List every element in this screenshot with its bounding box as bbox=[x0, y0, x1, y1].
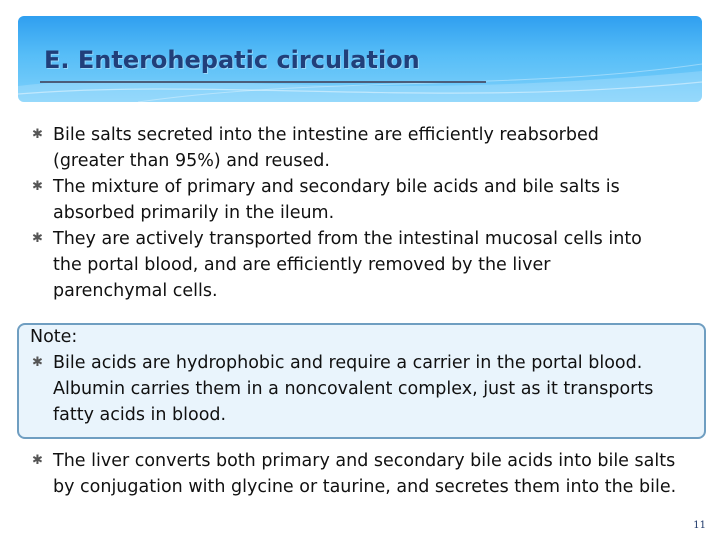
note-bullet-list bbox=[30, 350, 670, 428]
title-banner bbox=[18, 16, 702, 102]
bullet-text: Bile acids are hydrophobic and require a carrier in the portal blood. Albumin carries them in a noncovalent complex, just as it transports fatty acids in blood. bbox=[53, 353, 654, 425]
bullet-text: The liver converts both primary and secondary bile acids into bile salts by conjugation with glycine or taurine, and secretes them into the bile. bbox=[53, 451, 677, 497]
page-number: 11 bbox=[693, 520, 706, 531]
asterisk-bullet-icon: ✱ bbox=[32, 179, 43, 194]
main-content bbox=[30, 122, 670, 304]
list-item bbox=[30, 122, 670, 174]
bullet-text: The mixture of primary and secondary bile acids and bile salts is absorbed primarily in the ileum. bbox=[53, 177, 620, 223]
list-item bbox=[30, 448, 680, 500]
note-heading: Note: bbox=[30, 327, 78, 347]
asterisk-bullet-icon: ✱ bbox=[32, 355, 43, 370]
bullet-text: Bile salts secreted into the intestine are efficiently reabsorbed (greater than 95%) and reused. bbox=[53, 125, 599, 171]
final-content bbox=[30, 448, 680, 500]
bullet-text: They are actively transported from the intestinal mucosal cells into the portal blood, and are efficiently removed by the liver parenchymal cells. bbox=[53, 229, 642, 301]
asterisk-bullet-icon: ✱ bbox=[32, 453, 43, 468]
list-item bbox=[30, 226, 670, 304]
asterisk-bullet-icon: ✱ bbox=[32, 127, 43, 142]
bullet-list bbox=[30, 122, 670, 304]
title-underline bbox=[40, 81, 486, 83]
asterisk-bullet-icon: ✱ bbox=[32, 231, 43, 246]
final-bullet-list bbox=[30, 448, 680, 500]
note-content bbox=[30, 324, 670, 428]
list-item bbox=[30, 350, 670, 428]
slide-title: E. Enterohepatic circulation bbox=[44, 46, 420, 74]
list-item bbox=[30, 174, 670, 226]
